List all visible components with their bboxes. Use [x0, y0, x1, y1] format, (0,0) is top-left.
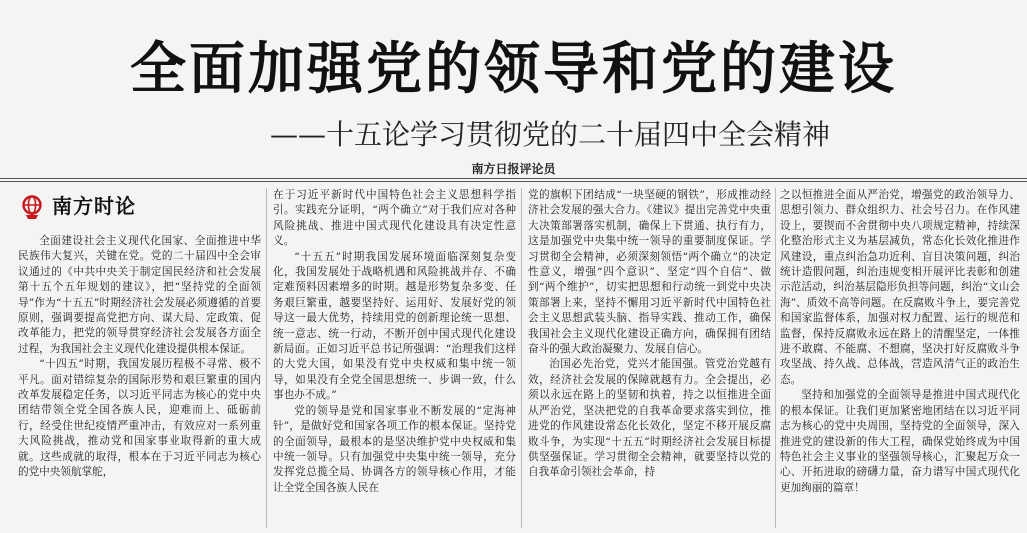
paragraph: 在于习近平新时代中国特色社会主义思想科学指引。实践充分证明，“两个确立”对于我们应对各种风险挑战、推进中国式现代化建设具有决定性意义。 — [273, 189, 516, 248]
paragraph: “十四五”时期，我国发展历程极不寻常、极不平凡。面对错综复杂的国际形势和艰巨繁重的国内改革发展稳定任务，以习近平同志为核心的党中央团结带领全党全国各族人民，迎难而上、砥砺前行，经受住世纪疫情严重冲击，有效应对一系列重大风险挑战，推动党和国家事业取得新的重大成就。这些成就的取得，根本在于习近平同志为核心的党中央领航掌舵， — [18, 358, 261, 479]
paragraph: 治国必先治党，党兴才能国强。管党治党越有效，经济社会发展的保障就越有力。全会提出，必须以永远在路上的坚韧和执着，持之以恒推进全面从严治党，坚决把党的自我革命要求落实到位，推进党的作风建设常态化长效化，坚定不移开展反腐败斗争，为实现“十五五”时期经济社会发展目标提供坚强保证。学习贯彻全会精神，就要坚持以党的自我革命引领社会革命，持 — [528, 358, 771, 479]
column-divider — [521, 188, 522, 528]
column-brand-name: 南方时论 — [52, 194, 136, 219]
byline: 南方日报评论员 — [471, 162, 556, 176]
headline-title: 全面加强党的领导和党的建设 — [130, 37, 897, 102]
article-column-2 — [273, 188, 516, 528]
paragraph: 坚持和加强党的全面领导是推进中国式现代化的根本保证。让我们更加紧密地团结在以习近平同志为核心的党中央周围，坚持党的全面领导，深入推进党的建设新的伟大工程，确保党始终成为中国特色社会主义事业的坚强领导核心，汇聚起万众一心、开拓进取的磅礴力量，奋力谱写中国式现代化更加绚丽的篇章！ — [780, 389, 1020, 494]
article-column-4 — [780, 188, 1020, 528]
paragraph: 之以恒推进全面从严治党，增强党的政治领导力、思想引领力、群众组织力、社会号召力。在作风建设上，要锲而不舍贯彻中央八项规定精神，持续深化整治形式主义为基层减负，常态化长效化推进作风建设，重点纠治急功近利、盲目决策问题，纠治统计造假问题，纠治违规变相开展评比表彰和创建示范活动，纠治基层隐形负担等问题，纠治“文山会海”、质效不高等问题。在反腐败斗争上，要完善党和国家监督体系，加强对权力配置、运行的规范和监督，保持反腐败永远在路上的清醒坚定，一体推进不敢腐、不能腐、不想腐，坚决打好反腐败斗争攻坚战、持久战、总体战，营造风清气正的政治生态。 — [780, 189, 1020, 386]
paragraph: 党的旗帜下团结成“一块坚硬的钢铁”，形成推动经济社会发展的强大合力。《建议》提出完善党中央重大决策部署落实机制，确保上下贯通、执行有力，这是加强党中央集中统一领导的重要制度保证。学习贯彻全会精神，必须深刻领悟“两个确立”的决定性意义，增强“四个意识”、坚定“四个自信”、做到“两个维护”，切实把思想和行动统一到党中央决策部署上来，坚持不懈用习近平新时代中国特色社会主义思想武装头脑、指导实践、推动工作，确保我国社会主义现代化建设正确方向，确保拥有团结奋斗的强大政治凝聚力、发展自信心。 — [528, 189, 771, 356]
article-column-1 — [18, 188, 261, 528]
header-divider-bottom — [0, 181, 1027, 182]
paragraph: 全面建设社会主义现代化国家、全面推进中华民族伟大复兴，关键在党。党的二十届四中全会审议通过的《中共中央关于制定国民经济和社会发展第十五个五年规划的建议》，把“坚持党的全面领导”作为“十五五”时期经济社会发展必须遵循的首要原则，强调要提高党把方向、谋大局、定政策、促改革能力，把党的领导贯穿经济社会发展各方面全过程，为我国社会主义现代化建设提供根本保证。 — [18, 235, 261, 355]
headline-subtitle: ——十五论学习贯彻党的二十届四中全会精神 — [269, 118, 830, 151]
column-divider — [775, 188, 776, 528]
red-globe-emblem-icon — [20, 194, 44, 220]
column-divider — [266, 188, 267, 528]
column-brand — [20, 190, 261, 224]
paragraph: 党的领导是党和国家事业不断发展的“定海神针”，是做好党和国家各项工作的根本保证。坚持党的全面领导，最根本的是坚决维护党中央权威和集中统一领导。只有加强党中央集中统一领导，充分发挥党总揽全局、协调各方的领导核心作用，才能让全党全国各族人民在 — [273, 404, 516, 494]
article-column-3 — [528, 188, 771, 528]
paragraph: “十五五”时期我国发展环境面临深刻复杂变化，我国发展处于战略机遇和风险挑战并存、不确定难预料因素增多的时期。越是形势复杂多变、任务艰巨繁重，越要坚持好、运用好、发展好党的领导这一最大优势，持续用党的创新理论统一思想、统一意志、统一行动，不断开创中国式现代化建设新局面。正如习近平总书记所强调：“治理我们这样的大党大国，如果没有党中央权威和集中统一领导，如果没有全党全国思想统一、步调一致，什么事也办不成。” — [273, 250, 516, 402]
header-divider-top — [0, 178, 1027, 179]
